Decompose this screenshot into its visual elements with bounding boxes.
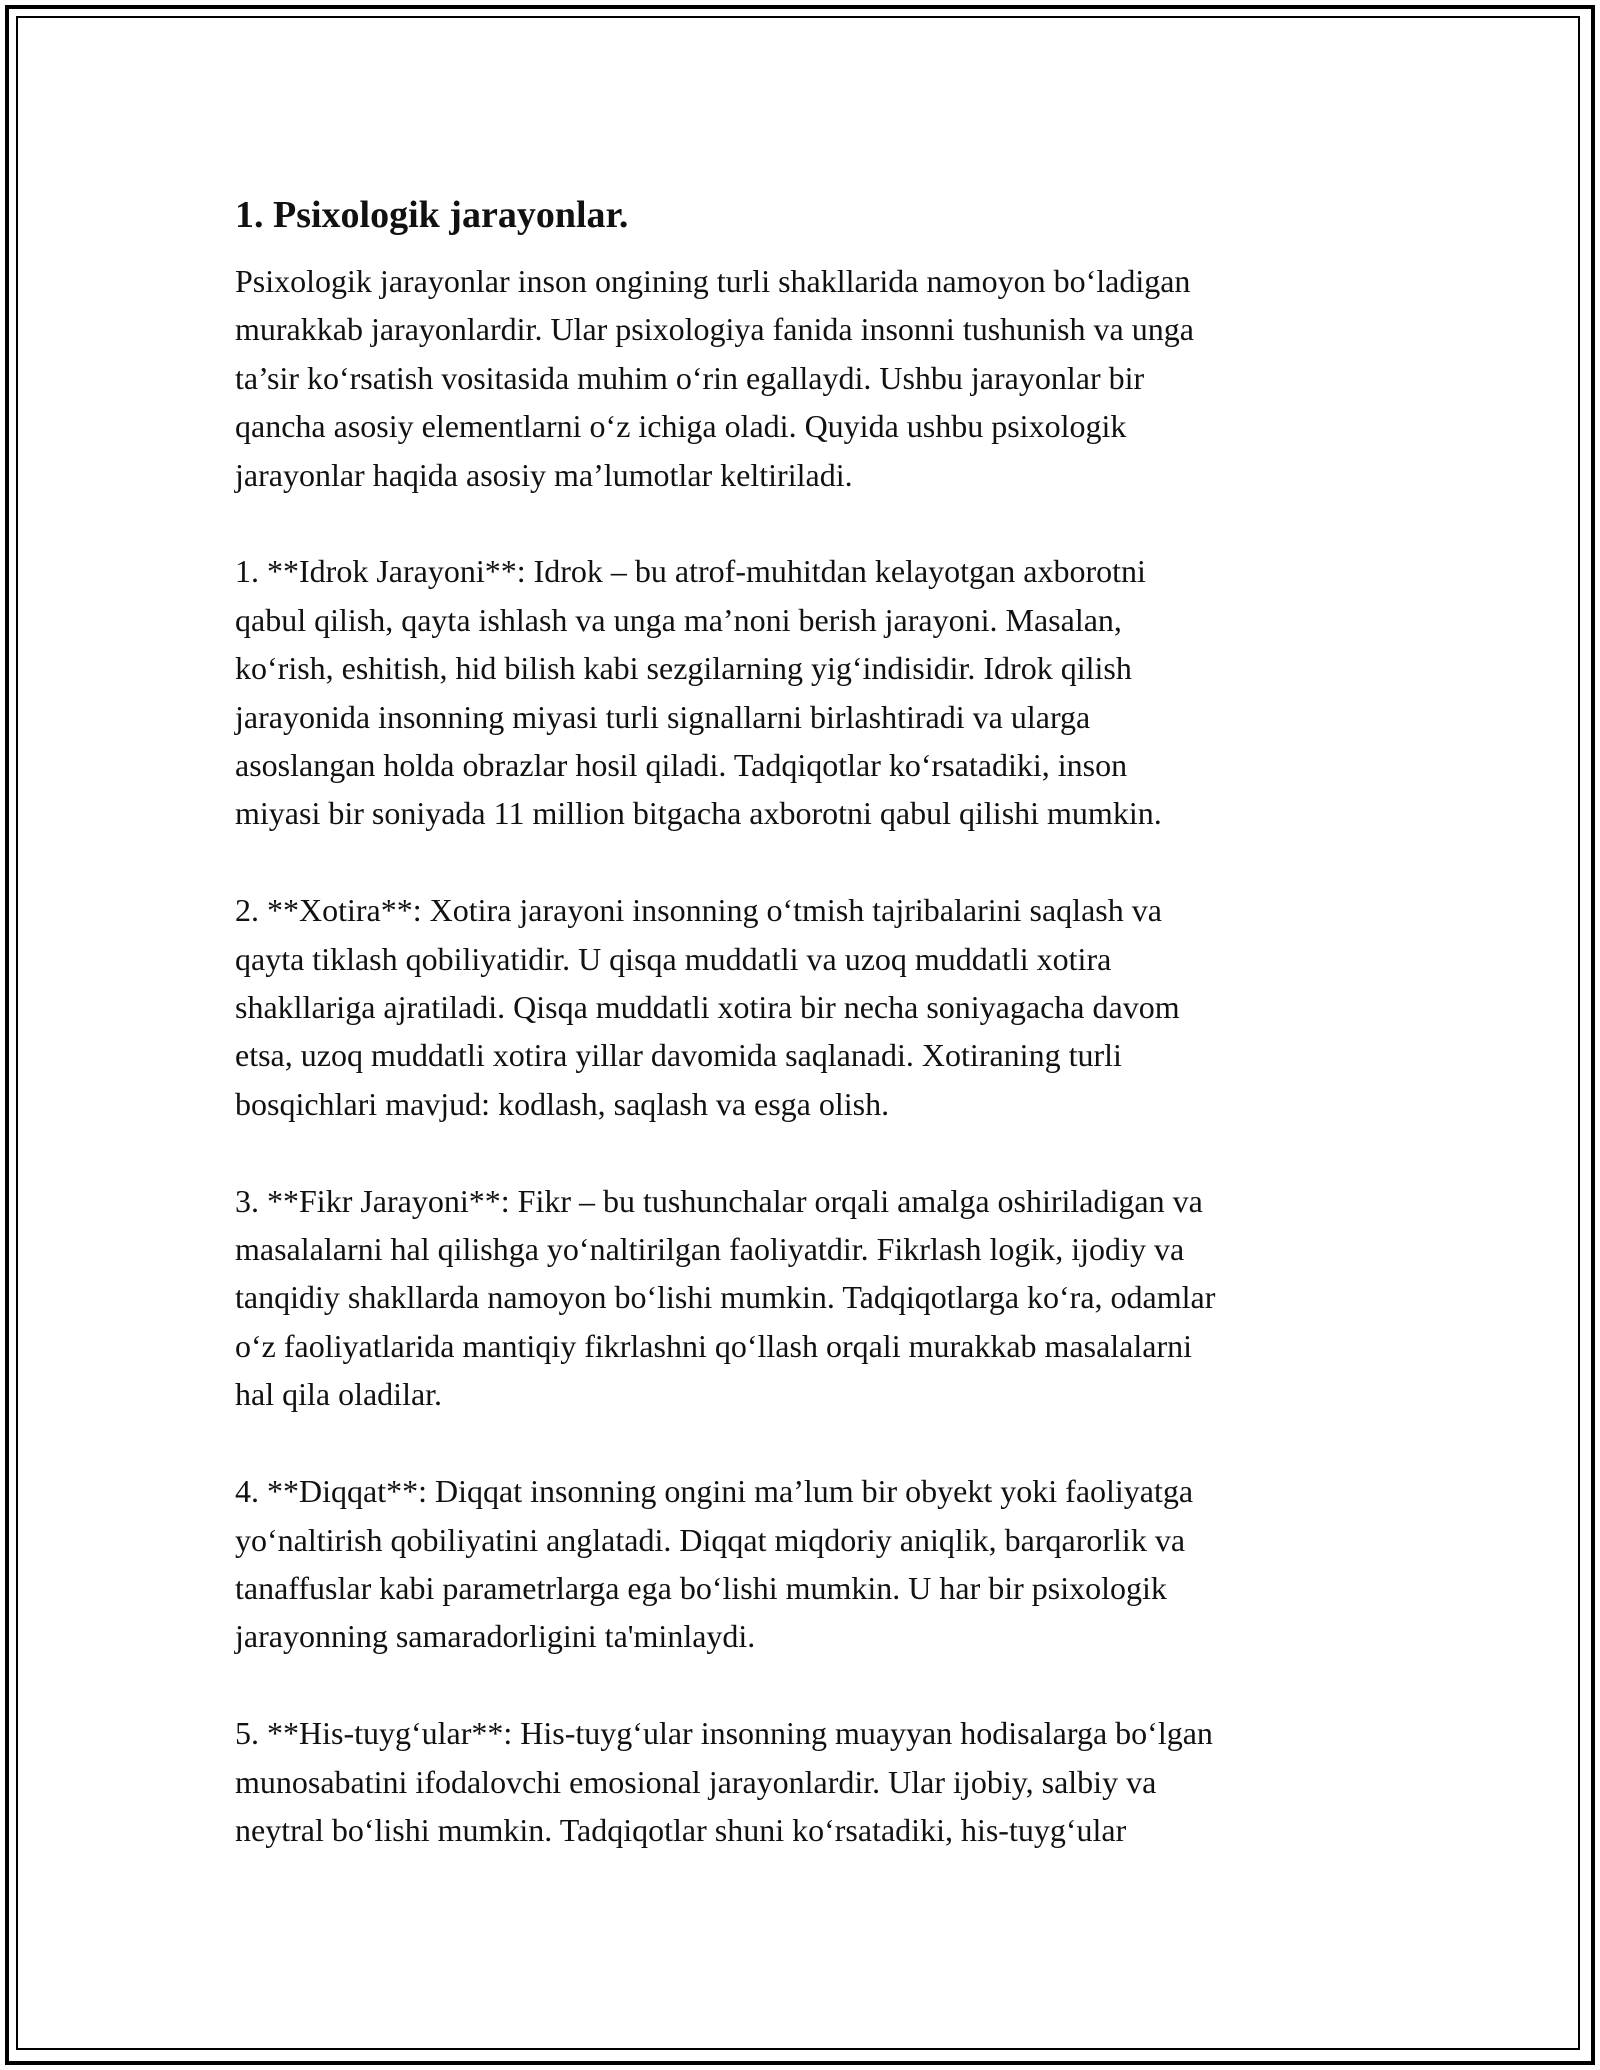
text-line: yo‘naltirish qobiliyatini anglatadi. Diqqat miqdoriy aniqlik, barqarorlik va <box>235 1521 1186 1558</box>
diqqat-paragraph <box>235 1467 1365 1661</box>
text-line: qancha asosiy elementlarni o‘z ichiga oladi. Quyida ushbu psixologik <box>235 408 1127 445</box>
text-line: 3. **Fikr Jarayoni**: Fikr – bu tushunchalar orqali amalga oshiriladigan va <box>235 1182 1203 1219</box>
text-line: 2. **Xotira**: Xotira jarayoni insonning o‘tmish tajribalarini saqlash va <box>235 892 1162 929</box>
text-line: ta’sir ko‘rsatish vositasida muhim o‘rin egallaydi. Ushbu jarayonlar bir <box>235 359 1145 396</box>
text-line: masalalarni hal qilishga yo‘naltirilgan faoliyatdir. Fikrlash logik, ijodiy va <box>235 1231 1185 1268</box>
text-line: Psixologik jarayonlar inson ongining turli shakllarida namoyon bo‘ladigan <box>235 263 1191 299</box>
text-line: murakkab jarayonlardir. Ular psixologiya fanida insonni tushunish va unga <box>235 311 1194 348</box>
text-line: neytral bo‘lishi mumkin. Tadqiqotlar shuni ko‘rsatadiki, his-tuyg‘ular <box>235 1811 1127 1848</box>
text-line: jarayonning samaradorligini ta'minlaydi. <box>235 1618 756 1655</box>
xotira-paragraph <box>235 886 1365 1128</box>
text-line: ko‘rish, eshitish, hid bilish kabi sezgilarning yig‘indisidir. Idrok qilish <box>235 650 1132 687</box>
fikr-paragraph <box>235 1177 1365 1419</box>
text-line: tanqidiy shakllarda namoyon bo‘lishi mumkin. Tadqiqotlarga ko‘ra, odamlar <box>235 1279 1216 1316</box>
text-line: munosabatini ifodalovchi emosional jarayonlardir. Ular ijobiy, salbiy va <box>235 1763 1157 1800</box>
text-line: 4. **Diqqat**: Diqqat insonning ongini ma’lum bir obyekt yoki faoliyatga <box>235 1473 1194 1510</box>
idrok-paragraph <box>235 547 1365 837</box>
his-tuygular-paragraph <box>235 1709 1365 1854</box>
text-line: o‘z faoliyatlarida mantiqiy fikrlashni qo‘llash orqali murakkab masalalarni <box>235 1327 1193 1364</box>
text-line: qayta tiklash qobiliyatidir. U qisqa muddatli va uzoq muddatli xotira <box>235 940 1112 977</box>
document-body <box>235 185 1365 1903</box>
text-line: shakllariga ajratiladi. Qisqa muddatli xotira bir necha soniyagacha davom <box>235 989 1180 1026</box>
text-line: hal qila oladilar. <box>235 1376 443 1413</box>
text-line: qabul qilish, qayta ishlash va unga ma’noni berish jarayoni. Masalan, <box>235 601 1122 638</box>
text-line: jarayonida insonning miyasi turli signallarni birlashtiradi va ularga <box>235 698 1091 735</box>
text-line: etsa, uzoq muddatli xotira yillar davomida saqlanadi. Xotiraning turli <box>235 1037 1122 1074</box>
intro-paragraph <box>235 257 1365 499</box>
text-line: bosqichlari mavjud: kodlash, saqlash va esga olish. <box>235 1085 890 1122</box>
text-line: asoslangan holda obrazlar hosil qiladi. Tadqiqotlar ko‘rsatadiki, inson <box>235 747 1128 784</box>
text-line: 5. **His-tuyg‘ular**: His-tuyg‘ular insonning muayyan hodisalarga bo‘lgan <box>235 1715 1213 1752</box>
text-line: jarayonlar haqida asosiy ma’lumotlar keltiriladi. <box>235 456 853 493</box>
text-line: tanaffuslar kabi parametrlarga ega bo‘lishi mumkin. U har bir psixologik <box>235 1569 1167 1606</box>
text-line: miyasi bir soniyada 11 million bitgacha axborotni qabul qilishi mumkin. <box>235 795 1162 832</box>
text-line: 1. **Idrok Jarayoni**: Idrok – bu atrof-muhitdan kelayotgan axborotni <box>235 553 1146 590</box>
section-heading: 1. Psixologik jarayonlar. <box>235 194 629 236</box>
